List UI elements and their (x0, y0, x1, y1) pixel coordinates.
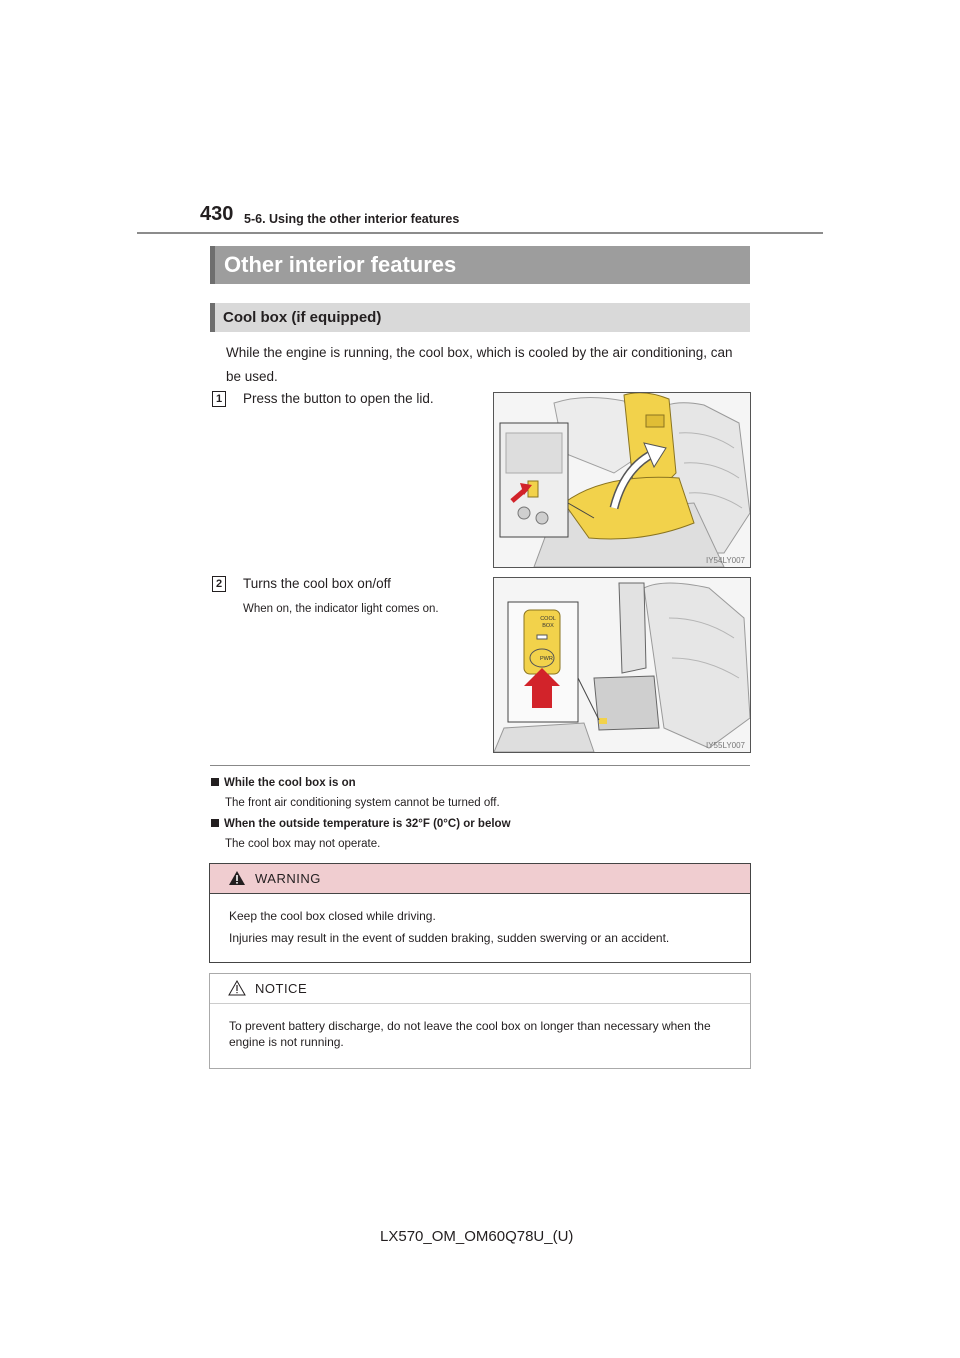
document-code: LX570_OM_OM60Q78U_(U) (380, 1228, 574, 1245)
image-code: IY54LY007 (706, 556, 745, 565)
note-2-text: The cool box may not operate. (225, 838, 381, 850)
subtitle-bar (210, 303, 750, 332)
warning-box (209, 863, 751, 963)
step-2-subtext: When on, the indicator light comes on. (243, 603, 439, 615)
step-1-number: 1 (212, 391, 226, 407)
step-1-text: Press the button to open the lid. (243, 391, 434, 406)
section-divider (210, 765, 750, 766)
caution-icon (228, 980, 246, 996)
image-code: IY55LY007 (706, 741, 745, 750)
step-2-text: Turns the cool box on/off (243, 576, 391, 591)
warning-line-2: Injuries may result in the event of sudden braking, sudden swerving or an accident. (229, 931, 670, 945)
note-1-text: The front air conditioning system cannot be turned off. (225, 797, 500, 809)
notice-title: NOTICE (255, 981, 308, 996)
section-title: 5-6. Using the other interior features (244, 212, 460, 226)
note-1-heading: While the cool box is on (211, 777, 356, 789)
page-number: 430 (200, 203, 234, 225)
note-2-heading: When the outside temperature is 32°F (0°C) or below (211, 818, 511, 830)
page-title: Other interior features (224, 252, 457, 277)
warning-icon (228, 870, 246, 886)
step-1-illustration (493, 392, 751, 568)
step-2-number: 2 (212, 576, 226, 592)
inset-label-pwr: PWR (540, 656, 553, 662)
header-rule (137, 232, 823, 234)
notice-text: To prevent battery discharge, do not leave the cool box on longer than necessary when the engine is not running. (229, 1019, 711, 1049)
warning-title: WARNING (255, 871, 321, 886)
inset-label-cool-box: COOL BOX (540, 616, 556, 629)
intro-paragraph: While the engine is running, the cool box, which is cooled by the air conditioning, can be used. (226, 345, 733, 384)
notice-box (209, 973, 751, 1069)
page-title-bar (210, 246, 750, 284)
subtitle: Cool box (if equipped) (223, 309, 382, 326)
step-2-illustration (493, 577, 751, 753)
warning-line-1: Keep the cool box closed while driving. (229, 909, 436, 923)
